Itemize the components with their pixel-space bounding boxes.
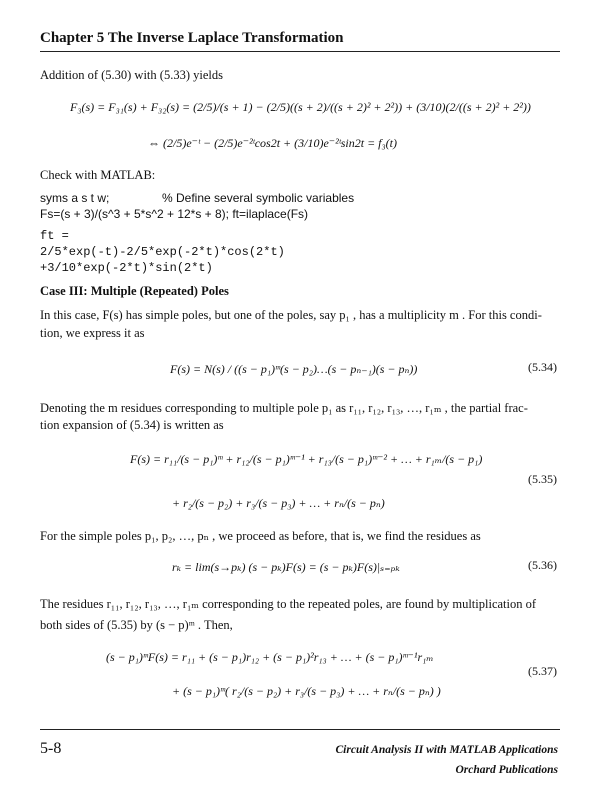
- code-comment: % Define several symbolic variables: [162, 191, 355, 205]
- publisher: Orchard Publications: [455, 764, 558, 776]
- equation-number-5-36: (5.36): [528, 558, 557, 572]
- code-output-1: ft =: [40, 229, 69, 243]
- footer-rule: [40, 729, 560, 730]
- paragraph-4-line-2: both sides of (5.35) by (s − p)ᵐ . Then,: [40, 618, 233, 632]
- equation-5-35-line1: F(s) = r₁₁/(s − p₁)ᵐ + r₁₂/(s − p₁)ᵐ⁻¹ + r₁₃/(s − p₁)ᵐ⁻² + … + r₁ₘ/(s − p₁): [130, 452, 483, 466]
- paragraph-4-line-1: The residues r₁₁, r₁₂, r₁₃, …, r₁ₘ corresponding to the repeated poles, are found by multiplication of: [40, 597, 537, 611]
- intro-text: Addition of (5.30) with (5.33) yields: [40, 68, 223, 82]
- equation-5-36: rₖ = lim(s→pₖ) (s − pₖ)F(s) = (s − pₖ)F(s)|ₛ₌ₚₖ: [172, 560, 400, 574]
- equation-5-37-line2: + (s − p₁)ᵐ( r₂/(s − p₂) + r₃/(s − p₃) + … + rₙ/(s − pₙ) ): [172, 684, 441, 698]
- equation-number-5-35: (5.35): [528, 472, 557, 486]
- equation-5-34: F(s) = N(s) / ((s − p₁)ᵐ(s − p₂)…(s − pₙ₋₁)(s − pₙ)): [170, 362, 418, 376]
- code-output-2: 2/5*exp(-t)-2/5*exp(-2*t)*cos(2*t): [40, 245, 285, 259]
- check-matlab-text: Check with MATLAB:: [40, 168, 156, 182]
- code-line-1: [40, 191, 355, 205]
- paragraph-1-line-2: tion, we express it as: [40, 326, 145, 340]
- equation-5-35-line2: + r₂/(s − p₂) + r₃/(s − p₃) + … + rₙ/(s − pₙ): [172, 496, 385, 510]
- paragraph-2-line-2: tion expansion of (5.34) is written as: [40, 418, 224, 432]
- paragraph-2-line-1: Denoting the m residues corresponding to multiple pole p₁ as r₁₁, r₁₂, r₁₃, …, r₁ₘ , the partial frac-: [40, 401, 528, 415]
- code-line-2: Fs=(s + 3)/(s^3 + 5*s^2 + 12*s + 8); ft=ilaplace(Fs): [40, 207, 309, 221]
- page-number: 5-8: [40, 740, 62, 757]
- book-title: Circuit Analysis II with MATLAB Applications: [335, 744, 558, 756]
- paragraph-3: For the simple poles p₁, p₂, …, pₙ , we proceed as before, that is, we find the residues as: [40, 529, 481, 543]
- equation-5-37-line1: (s − p₁)ᵐF(s) = r₁₁ + (s − p₁)r₁₂ + (s − p₁)²r₁₃ + … + (s − p₁)ᵐ⁻¹r₁ₘ: [106, 650, 434, 664]
- header-rule: [40, 51, 560, 52]
- chapter-header: Chapter 5 The Inverse Laplace Transformation: [40, 30, 344, 46]
- code-command: syms a s t w;: [40, 191, 110, 205]
- code-output-3: +3/10*exp(-2*t)*sin(2*t): [40, 261, 213, 275]
- section-heading: Case III: Multiple (Repeated) Poles: [40, 284, 229, 298]
- equation-number-5-37: (5.37): [528, 664, 557, 678]
- paragraph-1-line-1: In this case, F(s) has simple poles, but one of the poles, say p₁ , has a multiplicity m . For this condi-: [40, 308, 542, 322]
- equation-f3-line1: F₃(s) = F₃₁(s) + F₃₂(s) = (2/5)/(s + 1) − (2/5)((s + 2)/((s + 2)² + 2²)) + (3/10)(2/((s + 2)² + 2²)): [70, 100, 531, 114]
- equation-number-5-34: (5.34): [528, 360, 557, 374]
- equation-f3-line2: ⇔ (2/5)e⁻ᵗ − (2/5)e⁻²ᵗcos2t + (3/10)e⁻²ᵗsin2t = f₃(t): [148, 136, 397, 150]
